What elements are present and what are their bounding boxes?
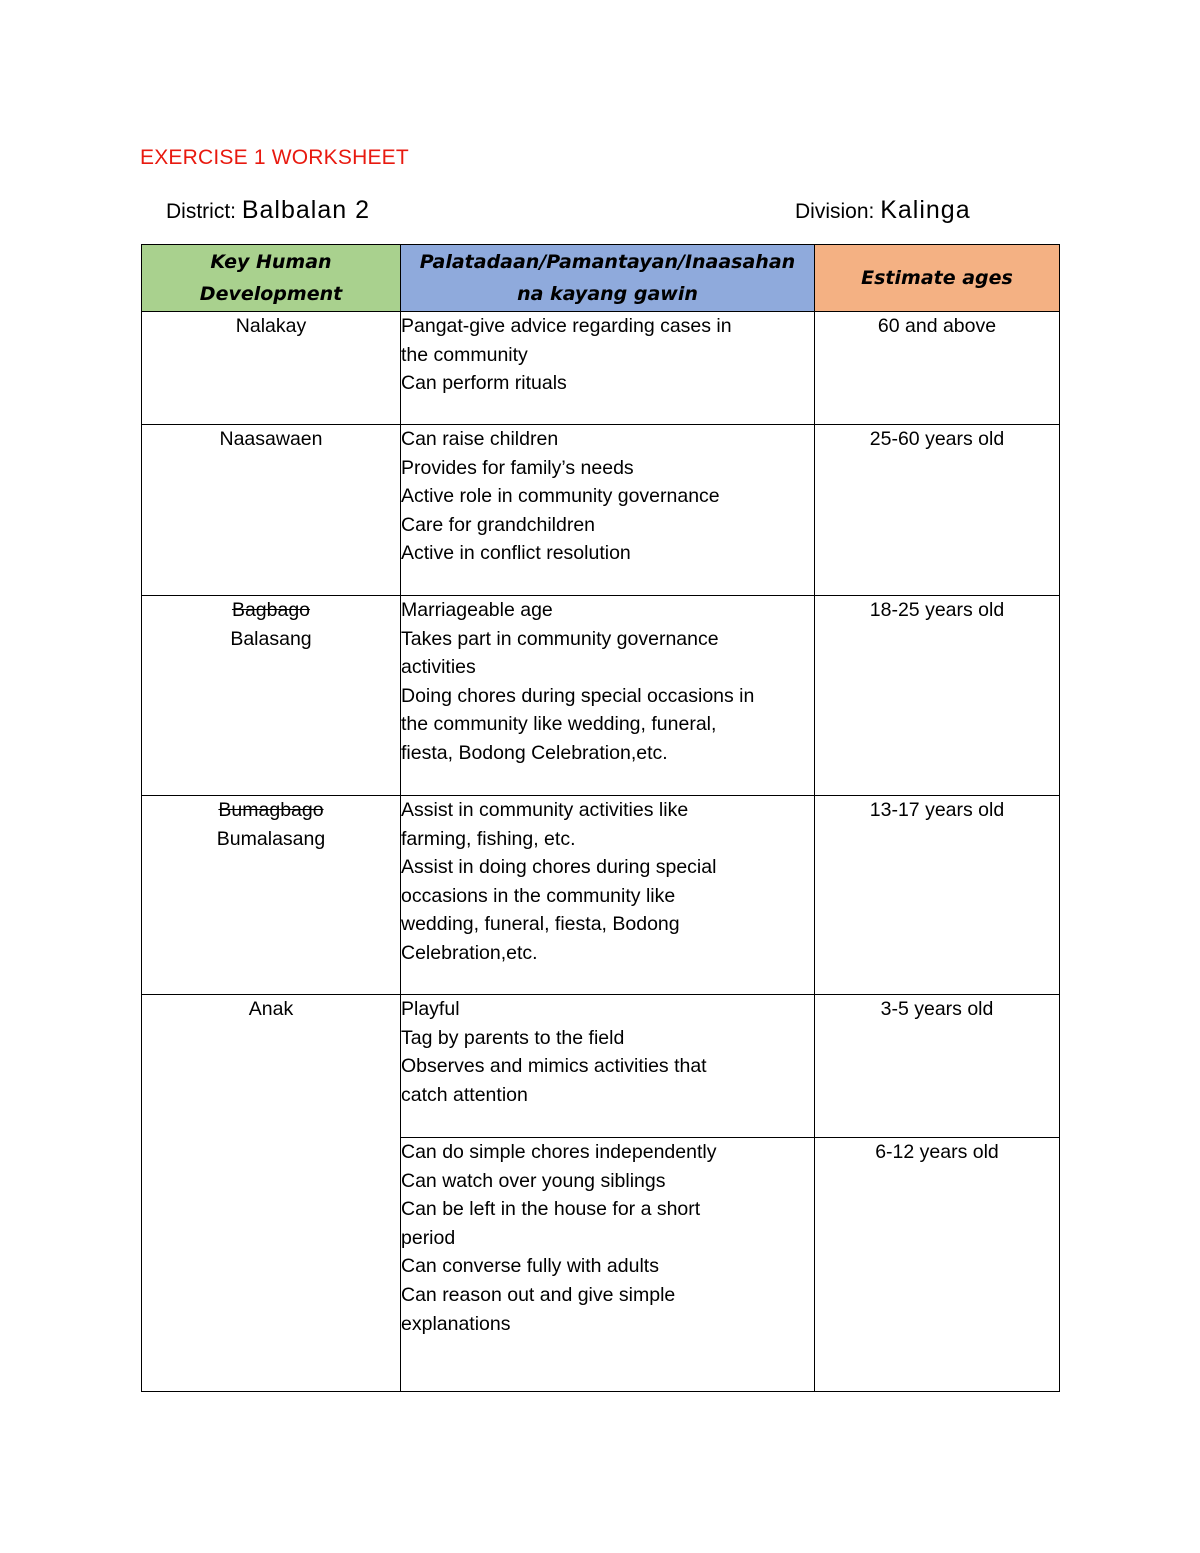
description-cell: Marriageable age Takes part in community governance activities Doing chores during special occasions in the community like wedding, funeral, fiesta, Bodong Celebration,etc. <box>401 596 815 796</box>
stage-cell: Bumagbago Bumalasang <box>142 796 401 995</box>
division-field <box>795 196 971 225</box>
stage-cell: Nalakay <box>142 312 401 425</box>
table-row <box>142 995 1060 1138</box>
stage-cell: Naasawaen <box>142 425 401 596</box>
ages-cell: 25-60 years old <box>815 425 1060 596</box>
ages-cell: 18-25 years old <box>815 596 1060 796</box>
division-label: Division: <box>795 200 875 223</box>
description-cell: Can raise children Provides for family’s needs Active role in community governance Care for grandchildren Active in conflict resolution <box>401 425 815 596</box>
worksheet-title: EXERCISE 1 WORKSHEET <box>140 146 409 169</box>
table-row <box>142 425 1060 596</box>
table-row <box>142 796 1060 995</box>
table-row <box>142 596 1060 796</box>
table-row <box>142 312 1060 425</box>
description-cell: Can do simple chores independently Can watch over young siblings Can be left in the house for a short period Can converse fully with adults Can reason out and give simple explanations <box>401 1138 815 1392</box>
ages-cell: 60 and above <box>815 312 1060 425</box>
district-value: Balbalan 2 <box>241 196 370 224</box>
stage-cell: Bagbago Balasang <box>142 596 401 796</box>
description-cell: Pangat-give advice regarding cases in the community Can perform rituals <box>401 312 815 425</box>
stage-cell: Anak <box>142 995 401 1392</box>
description-cell: Assist in community activities like farming, fishing, etc. Assist in doing chores during special occasions in the community like wedding, funeral, fiesta, Bodong Celebration,etc. <box>401 796 815 995</box>
district-label: District: <box>166 200 236 223</box>
ages-cell: 13-17 years old <box>815 796 1060 995</box>
ages-cell: 6-12 years old <box>815 1138 1060 1392</box>
header-palatadaan: Palatadaan/Pamantayan/Inaasahan na kayang gawin <box>401 245 815 312</box>
worksheet-table <box>141 244 1060 1392</box>
header-key-human-development: Key Human Development <box>142 245 401 312</box>
table-header-row <box>142 245 1060 312</box>
header-estimate-ages: Estimate ages <box>815 245 1060 312</box>
district-field <box>166 196 370 225</box>
ages-cell: 3-5 years old <box>815 995 1060 1138</box>
division-value: Kalinga <box>880 196 971 224</box>
description-cell: Playful Tag by parents to the field Observes and mimics activities that catch attention <box>401 995 815 1138</box>
